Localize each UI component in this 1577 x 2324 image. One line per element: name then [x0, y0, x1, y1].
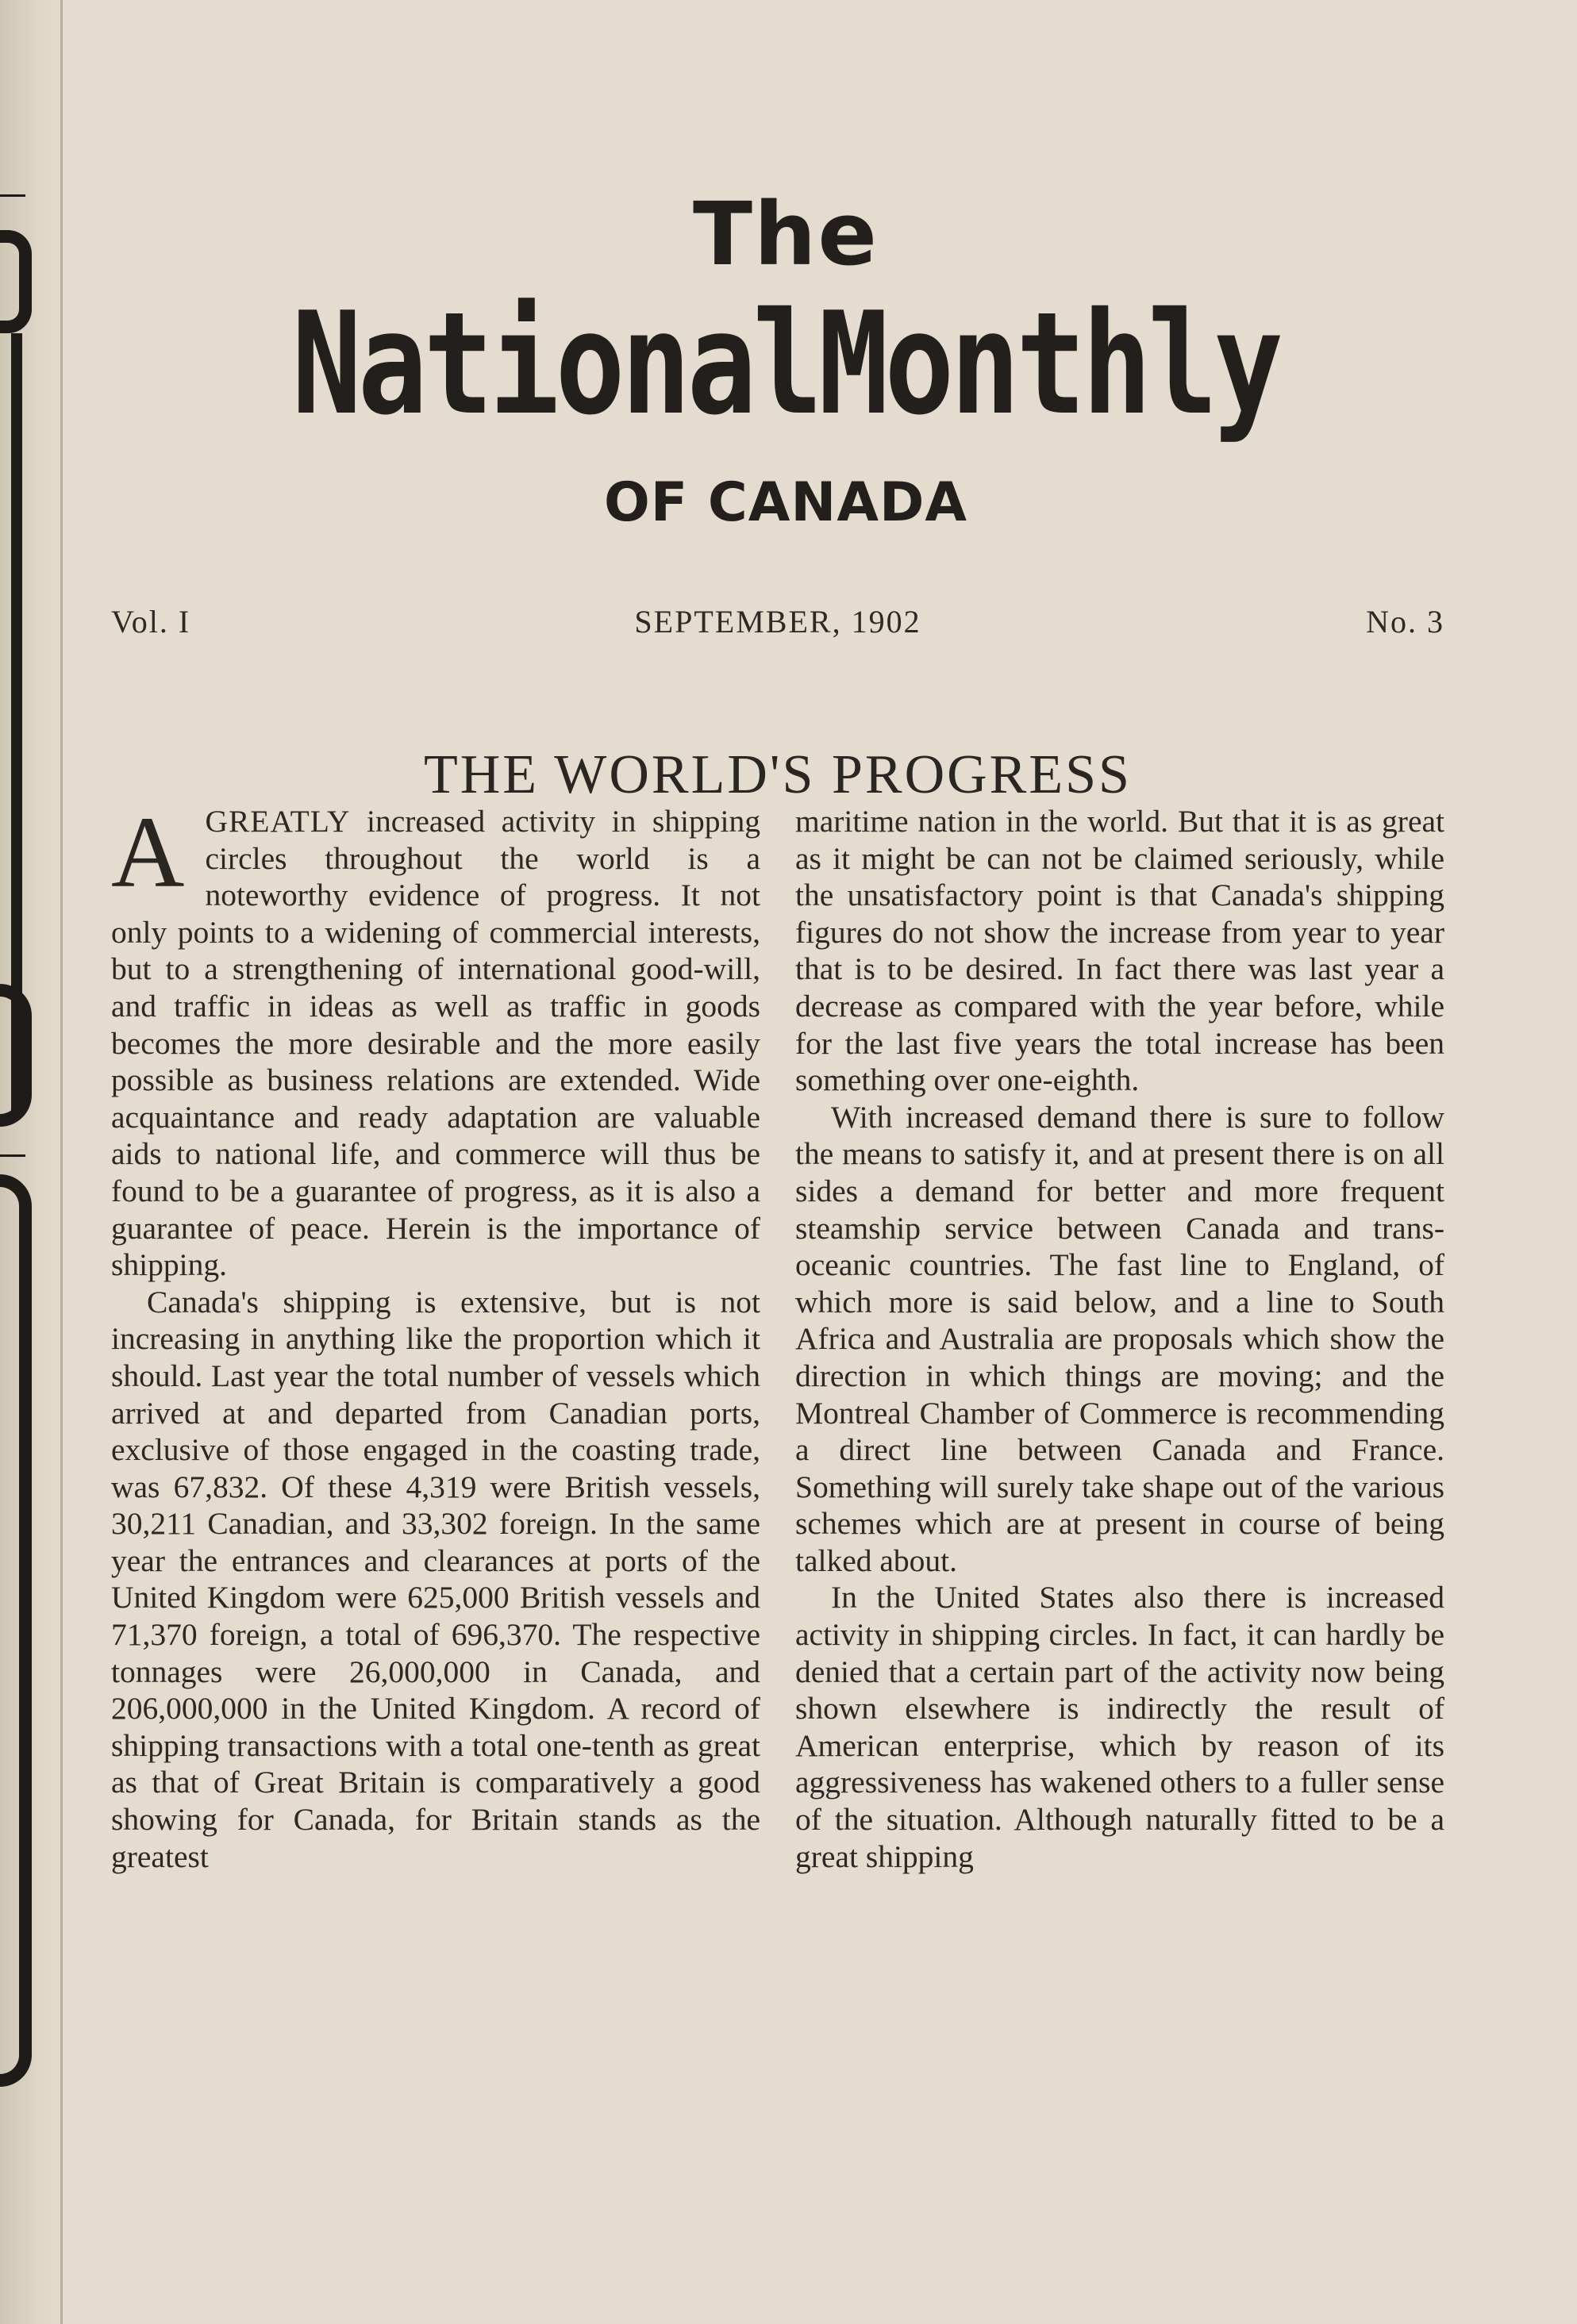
paragraph-text: increased activity in shipping circles throughout the world is a noteworthy evidence of progress. It not only points to a widening of commercial interests, but to a strengthening of international good-will, and traffic in ideas as well as traffic in goods becomes the more desirable and the more easily possible as business relations are extended. Wide acquaintance and ready adaptation are valuable aids to national life, and commerce will thus be found to be a guarantee of progress, as it is also a guarantee of peace. Herein is the importance of shipping. — [111, 804, 760, 1283]
paragraph: maritime nation in the world. But that it is as great as it might be can not be claimed seriously, while the unsatisfactory point is that Canada's shipping figures do not show the increase from year to year that is to be desired. In fact there was last year a decrease as compared with the year before, while for the last five years the total increase has been something over one-eighth. — [795, 804, 1444, 1098]
masthead-subtitle: OF CANADA — [603, 471, 968, 534]
facing-page-rule — [0, 1154, 25, 1157]
facing-page-ornament — [0, 1174, 32, 2087]
issue-date: SEPTEMBER, 1902 — [634, 604, 921, 640]
left-column — [111, 796, 760, 1875]
issue-volume: Vol. I — [111, 604, 191, 640]
masthead-title-text: NationalMonthly — [291, 282, 1280, 446]
drop-cap: A — [111, 796, 185, 908]
page-spine — [60, 0, 63, 2324]
paragraph — [111, 796, 760, 1284]
paragraph: With increased demand there is sure to follow the means to satisfy it, and at present there is on all sides a demand for better and more frequent steamship service between Canada and trans-oceanic countries. The fast line to England, of which more is said below, and a line to South Africa and Australia are proposals which show the direction in which things are moving; and the Montreal Chamber of Commerce is recommending a direct line between Canada and France. Something will surely take shape out of the various schemes which are at present in course of being talked about. — [795, 1099, 1444, 1578]
facing-page-rule — [0, 194, 25, 197]
issue-number: No. 3 — [1366, 604, 1444, 640]
drop-cap-word: GREATLY — [205, 804, 351, 839]
paragraph: Canada's shipping is extensive, but is not increasing in anything like the proportion which it should. Last year the total number of vessels which arrived at and departed from Canadian ports, exclusive of those engaged in the coasting trade, was 67,832. Of these 4,319 were British vessels, 30,211 Canadian, and 33,302 foreign. In the same year the entrances and clearances at ports of the United Kingdom were 625,000 British vessels and 71,370 foreign, a total of 696,370. The respective tonnages were 26,000,000 in Canada, and 206,000,000 in the United Kingdom. A record of shipping transactions with a total one-tenth as great as that of Great Britain is comparatively a good showing for Canada, for Britain stands as the greatest — [111, 1284, 760, 1874]
article-body — [111, 796, 1444, 2072]
facing-page-ornament — [0, 230, 32, 333]
right-column — [795, 803, 1444, 1875]
masthead-title — [233, 282, 1339, 446]
facing-page-ornament — [0, 984, 32, 1127]
paragraph: In the United States also there is increased activity in shipping circles. In fact, it can hardly be denied that a certain part of the activity now being shown elsewhere is indirectly the result of American enterprise, which by reason of its aggressiveness has wakened others to a fuller sense of the situation. Although naturally fitted to be a great shipping — [795, 1580, 1444, 1874]
article-title: THE WORLD'S PROGRESS — [423, 743, 1132, 805]
masthead-the — [111, 183, 1460, 285]
issue-line — [111, 603, 1444, 651]
masthead-the-text: The — [693, 183, 879, 285]
